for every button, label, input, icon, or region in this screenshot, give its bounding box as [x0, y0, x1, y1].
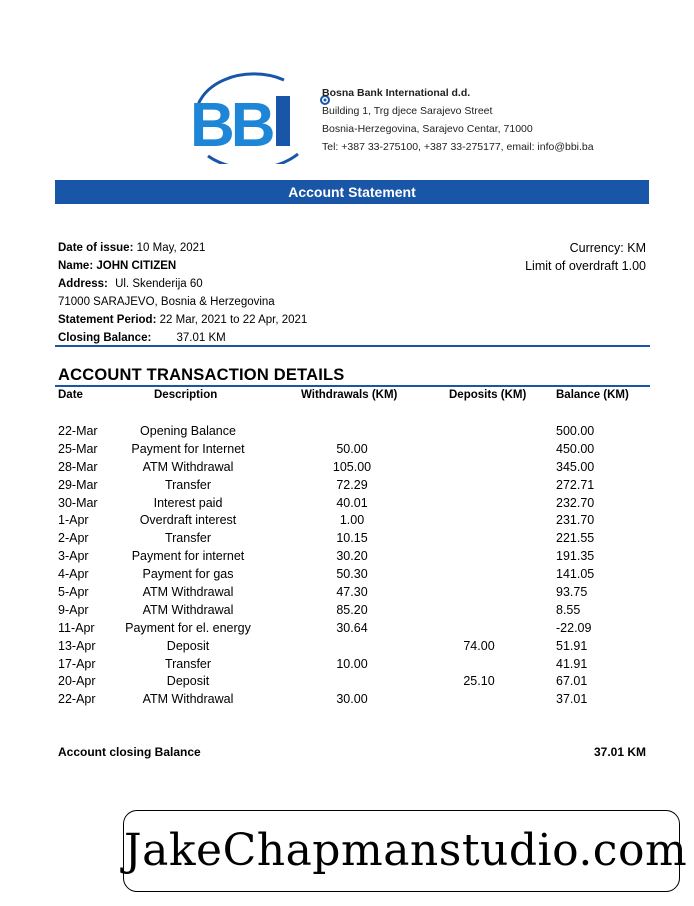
account-closing-value: 37.01 KM: [593, 745, 646, 759]
address-value: Ul. Skenderija 60: [115, 278, 203, 290]
closing-balance-label: Closing Balance:: [58, 332, 152, 344]
closing-balance-value: 37.01 KM: [176, 332, 226, 344]
cell-balance: 221.55: [556, 531, 595, 546]
watermark: JakeChapmanstudio.com: [123, 810, 680, 892]
cell-description: Transfer: [164, 656, 212, 671]
cell-description: Opening Balance: [140, 424, 236, 438]
name-label: Name:: [58, 260, 94, 272]
table-row: [0, 620, 694, 638]
table-row: [0, 423, 694, 441]
cell-balance: 231.70: [556, 513, 595, 528]
cell-withdrawal: 50.30: [336, 567, 368, 582]
cell-date: 2-Apr: [58, 531, 89, 546]
cell-date: 25-Mar: [58, 441, 98, 456]
cell-date: 11-Apr: [58, 620, 95, 635]
table-row: [0, 673, 694, 691]
period-line: [58, 311, 307, 329]
table-row: [0, 566, 694, 584]
cell-withdrawal: 105.00: [332, 459, 372, 474]
cell-balance: 141.05: [556, 567, 595, 582]
cell-date: 5-Apr: [58, 585, 89, 600]
transaction-table: [0, 423, 694, 709]
cell-withdrawal: 10.00: [336, 656, 368, 671]
bank-contact: Tel: +387 33-275100, +387 33-275177, email: info@bbi.ba: [322, 141, 594, 153]
bank-name: Bosna Bank International d.d.: [322, 87, 471, 99]
table-row: [0, 584, 694, 602]
divider: [55, 345, 650, 347]
date-value: 10 May, 2021: [136, 242, 206, 254]
cell-balance: 8.55: [556, 602, 581, 617]
cell-withdrawal: 30.64: [336, 620, 368, 635]
cell-description: Payment for internet: [131, 549, 245, 564]
cell-description: Payment for Internet: [131, 441, 245, 456]
table-row: [0, 477, 694, 495]
cell-deposit: 74.00: [463, 638, 495, 653]
cell-date: 20-Apr: [58, 674, 96, 689]
cell-description: Transfer: [164, 531, 212, 546]
header-balance: Balance (KM): [556, 389, 629, 401]
cell-date: 1-Apr: [58, 513, 89, 528]
cell-balance: 37.01: [556, 692, 588, 707]
address-label: Address:: [58, 278, 108, 290]
cell-date: 22-Apr: [58, 692, 96, 707]
table-row: [0, 530, 694, 548]
header-description: Description: [154, 389, 218, 401]
name-value: JOHN CITIZEN: [96, 260, 177, 272]
cell-balance: 450.00: [556, 441, 595, 456]
statement-title: Account Statement: [55, 180, 649, 204]
cell-description: Overdraft interest: [139, 513, 237, 528]
cell-balance: 191.35: [556, 549, 595, 564]
cell-description: Transfer: [164, 477, 212, 492]
cell-balance: 93.75: [556, 585, 588, 600]
header-deposits: Deposits (KM): [449, 389, 527, 401]
cell-balance: 500.00: [556, 424, 595, 438]
table-row: [0, 656, 694, 674]
cell-date: 4-Apr: [58, 567, 89, 582]
table-row: [0, 638, 694, 656]
table-row: [0, 441, 694, 459]
cell-date: 30-Mar: [58, 495, 98, 510]
table-row: [0, 495, 694, 513]
cell-description: Payment for gas: [142, 567, 234, 582]
bank-address-line2: Bosnia-Herzegovina, Sarajevo Centar, 71000: [322, 123, 533, 135]
cell-balance: -22.09: [556, 620, 592, 635]
cell-date: 17-Apr: [58, 656, 96, 671]
table-row: [0, 691, 694, 709]
cell-withdrawal: 10.15: [336, 531, 368, 546]
cell-date: 3-Apr: [58, 549, 89, 564]
cell-description: ATM Withdrawal: [142, 602, 234, 617]
table-row: [0, 512, 694, 530]
cell-withdrawal: 85.20: [336, 602, 368, 617]
cell-date: 28-Mar: [58, 459, 98, 474]
header-date: Date: [58, 389, 83, 401]
customer-info: [58, 239, 307, 347]
cell-deposit: 25.10: [463, 674, 495, 689]
city-line: 71000 SARAJEVO, Bosnia & Herzegovina: [58, 296, 275, 308]
svg-text:BB: BB: [190, 91, 272, 160]
period-value: 22 Mar, 2021 to 22 Apr, 2021: [159, 314, 308, 326]
cell-balance: 51.91: [556, 638, 588, 653]
cell-description: ATM Withdrawal: [142, 692, 234, 707]
cell-date: 9-Apr: [58, 602, 89, 617]
cell-balance: 41.91: [556, 656, 588, 671]
cell-date: 22-Mar: [58, 424, 98, 438]
table-row: [0, 548, 694, 566]
cell-withdrawal: 30.20: [336, 549, 368, 564]
cell-description: Deposit: [166, 674, 210, 689]
bank-address-line1: Building 1, Trg djece Sarajevo Street: [322, 105, 493, 117]
divider: [55, 385, 650, 387]
cell-description: Payment for el. energy: [125, 620, 251, 635]
cell-balance: 345.00: [556, 459, 595, 474]
header-withdrawals: Withdrawals (KM): [301, 389, 398, 401]
cell-withdrawal: 47.30: [336, 585, 368, 600]
cell-description: ATM Withdrawal: [142, 459, 234, 474]
cell-balance: 272.71: [556, 477, 595, 492]
period-label: Statement Period:: [58, 314, 157, 326]
currency: Currency: KM: [569, 241, 646, 255]
bank-info: [322, 84, 594, 156]
cell-description: Deposit: [166, 638, 210, 653]
account-closing-label: Account closing Balance: [58, 745, 201, 759]
cell-description: ATM Withdrawal: [142, 585, 234, 600]
account-meta: [525, 239, 646, 275]
date-label: Date of issue:: [58, 242, 134, 254]
section-title: ACCOUNT TRANSACTION DETAILS: [58, 366, 345, 384]
overdraft-limit: Limit of overdraft 1.00: [525, 259, 646, 273]
table-row: [0, 459, 694, 477]
table-row: [0, 602, 694, 620]
cell-description: Interest paid: [153, 495, 223, 510]
cell-balance: 232.70: [556, 495, 595, 510]
name-line: [58, 257, 307, 275]
cell-date: 13-Apr: [58, 638, 96, 653]
cell-withdrawal: 50.00: [336, 441, 368, 456]
cell-withdrawal: 30.00: [336, 692, 368, 707]
cell-withdrawal: 72.29: [336, 477, 368, 492]
bank-logo: [188, 72, 338, 164]
date-of-issue-line: [58, 239, 307, 257]
address-line: [58, 275, 307, 293]
cell-balance: 67.01: [556, 674, 588, 689]
cell-date: 29-Mar: [58, 477, 98, 492]
cell-withdrawal: 1.00: [339, 513, 365, 528]
cell-withdrawal: 40.01: [336, 495, 368, 510]
